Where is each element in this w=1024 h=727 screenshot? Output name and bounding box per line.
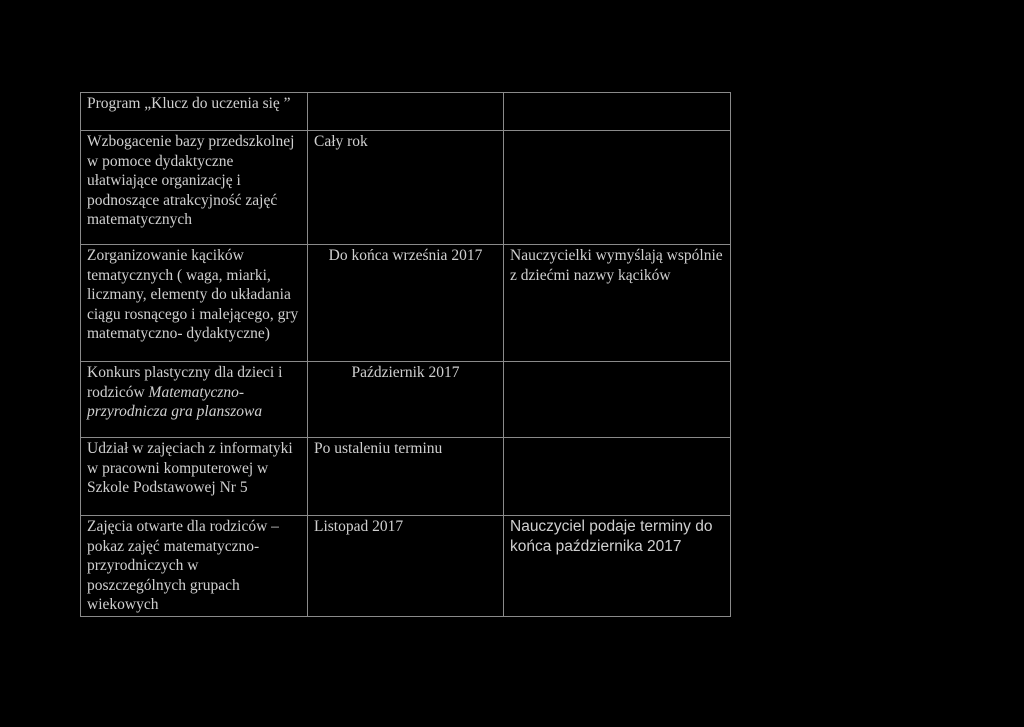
table-row — [81, 131, 731, 245]
table-header-row — [81, 93, 731, 131]
date-cell: Do końca września 2017 — [308, 245, 504, 362]
activity-cell — [81, 362, 308, 438]
date-cell: Cały rok — [308, 131, 504, 245]
header-date-cell — [308, 93, 504, 131]
note-cell — [504, 438, 731, 516]
note-cell: Nauczycielki wymyślają wspólnie z dziećmi nazwy kącików — [504, 245, 731, 362]
date-cell: Po ustaleniu terminu — [308, 438, 504, 516]
activity-cell: Udział w zajęciach z informatyki w pracowni komputerowej w Szkole Podstawowej Nr 5 — [81, 438, 308, 516]
table-row — [81, 362, 731, 438]
table-row — [81, 516, 731, 617]
activity-cell: Wzbogacenie bazy przedszkolnej w pomoce dydaktyczne ułatwiające organizację i podnoszące atrakcyjność zajęć matematycznych — [81, 131, 308, 245]
schedule-table — [80, 92, 731, 617]
date-cell: Listopad 2017 — [308, 516, 504, 617]
activity-cell: Zorganizowanie kącików tematycznych ( waga, miarki, liczmany, elementy do układania ciągu rosnącego i malejącego, gry matematyczno- dydaktyczne) — [81, 245, 308, 362]
activity-cell: Zajęcia otwarte dla rodziców – pokaz zajęć matematyczno-przyrodniczych w poszczególnych grupach wiekowych — [81, 516, 308, 617]
date-cell: Październik 2017 — [308, 362, 504, 438]
table-row — [81, 245, 731, 362]
program-title-cell: Program „Klucz do uczenia się ” — [81, 93, 308, 131]
table-row — [81, 438, 731, 516]
note-cell — [504, 362, 731, 438]
contest-title: Matematyczno-przyrodnicza gra planszowa — [87, 383, 263, 421]
note-cell — [504, 131, 731, 245]
note-cell: Nauczyciel podaje terminy do końca października 2017 — [504, 516, 731, 617]
header-note-cell — [504, 93, 731, 131]
activity-text: Konkurs plastyczny dla dzieci i rodziców — [87, 364, 283, 401]
